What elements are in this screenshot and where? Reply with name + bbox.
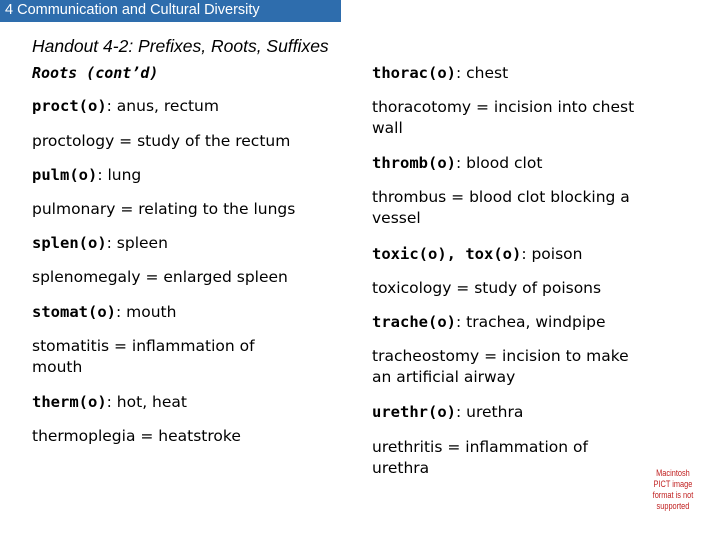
- root-term: trache(o): [372, 313, 456, 331]
- root-term: splen(o): [32, 234, 107, 252]
- example-tracheostomy: [372, 346, 629, 388]
- root-entry-stomat: [32, 302, 176, 323]
- example-line: urethritis = inflammation of: [372, 438, 588, 456]
- root-term: urethr(o): [372, 403, 456, 421]
- example-line: vessel: [372, 209, 421, 227]
- root-meaning: : urethra: [456, 403, 524, 421]
- root-term: therm(o): [32, 393, 107, 411]
- root-entry-pulm: [32, 165, 141, 186]
- root-entry-thromb: [372, 153, 542, 174]
- example-toxicology: toxicology = study of poisons: [372, 279, 602, 297]
- example-line: urethra: [372, 459, 430, 477]
- root-term: thorac(o): [372, 64, 456, 82]
- root-entry-splen: [32, 233, 168, 254]
- example-line: an artificial airway: [372, 368, 516, 386]
- example-thermoplegia: thermoplegia = heatstroke: [32, 427, 241, 445]
- chapter-header-bar: [0, 0, 341, 22]
- root-entry-trache: [372, 312, 606, 333]
- example-line: mouth: [32, 358, 83, 376]
- root-entry-urethr: [372, 402, 523, 423]
- root-term: proct(o): [32, 97, 107, 115]
- root-meaning: : poison: [521, 245, 583, 263]
- example-line: thoracotomy = incision into chest: [372, 98, 635, 116]
- chapter-header-text: 4 Communication and Cultural Diversity: [5, 2, 260, 18]
- example-line: stomatitis = inflammation of: [32, 337, 255, 355]
- root-meaning: : blood clot: [456, 154, 543, 172]
- root-meaning: : anus, rectum: [106, 97, 219, 115]
- root-meaning: : hot, heat: [106, 393, 187, 411]
- example-stomatitis: [32, 336, 255, 378]
- example-line: thrombus = blood clot blocking a: [372, 188, 630, 206]
- unsupported-image-notice: Macintosh PICT image format is not supported: [652, 468, 694, 511]
- example-thrombus: [372, 187, 630, 229]
- root-entry-proct: [32, 96, 219, 117]
- example-proctology: proctology = study of the rectum: [32, 132, 291, 150]
- root-meaning: : spleen: [106, 234, 168, 252]
- root-entry-therm: [32, 392, 187, 413]
- root-term: stomat(o): [32, 303, 116, 321]
- root-meaning: : lung: [97, 166, 142, 184]
- root-meaning: : mouth: [116, 303, 177, 321]
- root-term: toxic(o), tox(o): [372, 245, 522, 263]
- root-entry-toxic: [372, 244, 582, 265]
- roots-heading: Roots (cont’d): [32, 64, 159, 82]
- root-meaning: : chest: [456, 64, 509, 82]
- example-thoracotomy: [372, 97, 634, 139]
- example-urethritis: [372, 437, 588, 479]
- handout-title: Handout 4-2: Prefixes, Roots, Suffixes: [32, 36, 329, 56]
- example-line: wall: [372, 119, 403, 137]
- root-meaning: : trachea, windpipe: [456, 313, 606, 331]
- root-term: thromb(o): [372, 154, 456, 172]
- root-entry-thorac: [372, 63, 508, 84]
- root-term: pulm(o): [32, 166, 98, 184]
- example-pulmonary: pulmonary = relating to the lungs: [32, 200, 296, 218]
- example-splenomegaly: splenomegaly = enlarged spleen: [32, 268, 288, 286]
- example-line: tracheostomy = incision to make: [372, 347, 629, 365]
